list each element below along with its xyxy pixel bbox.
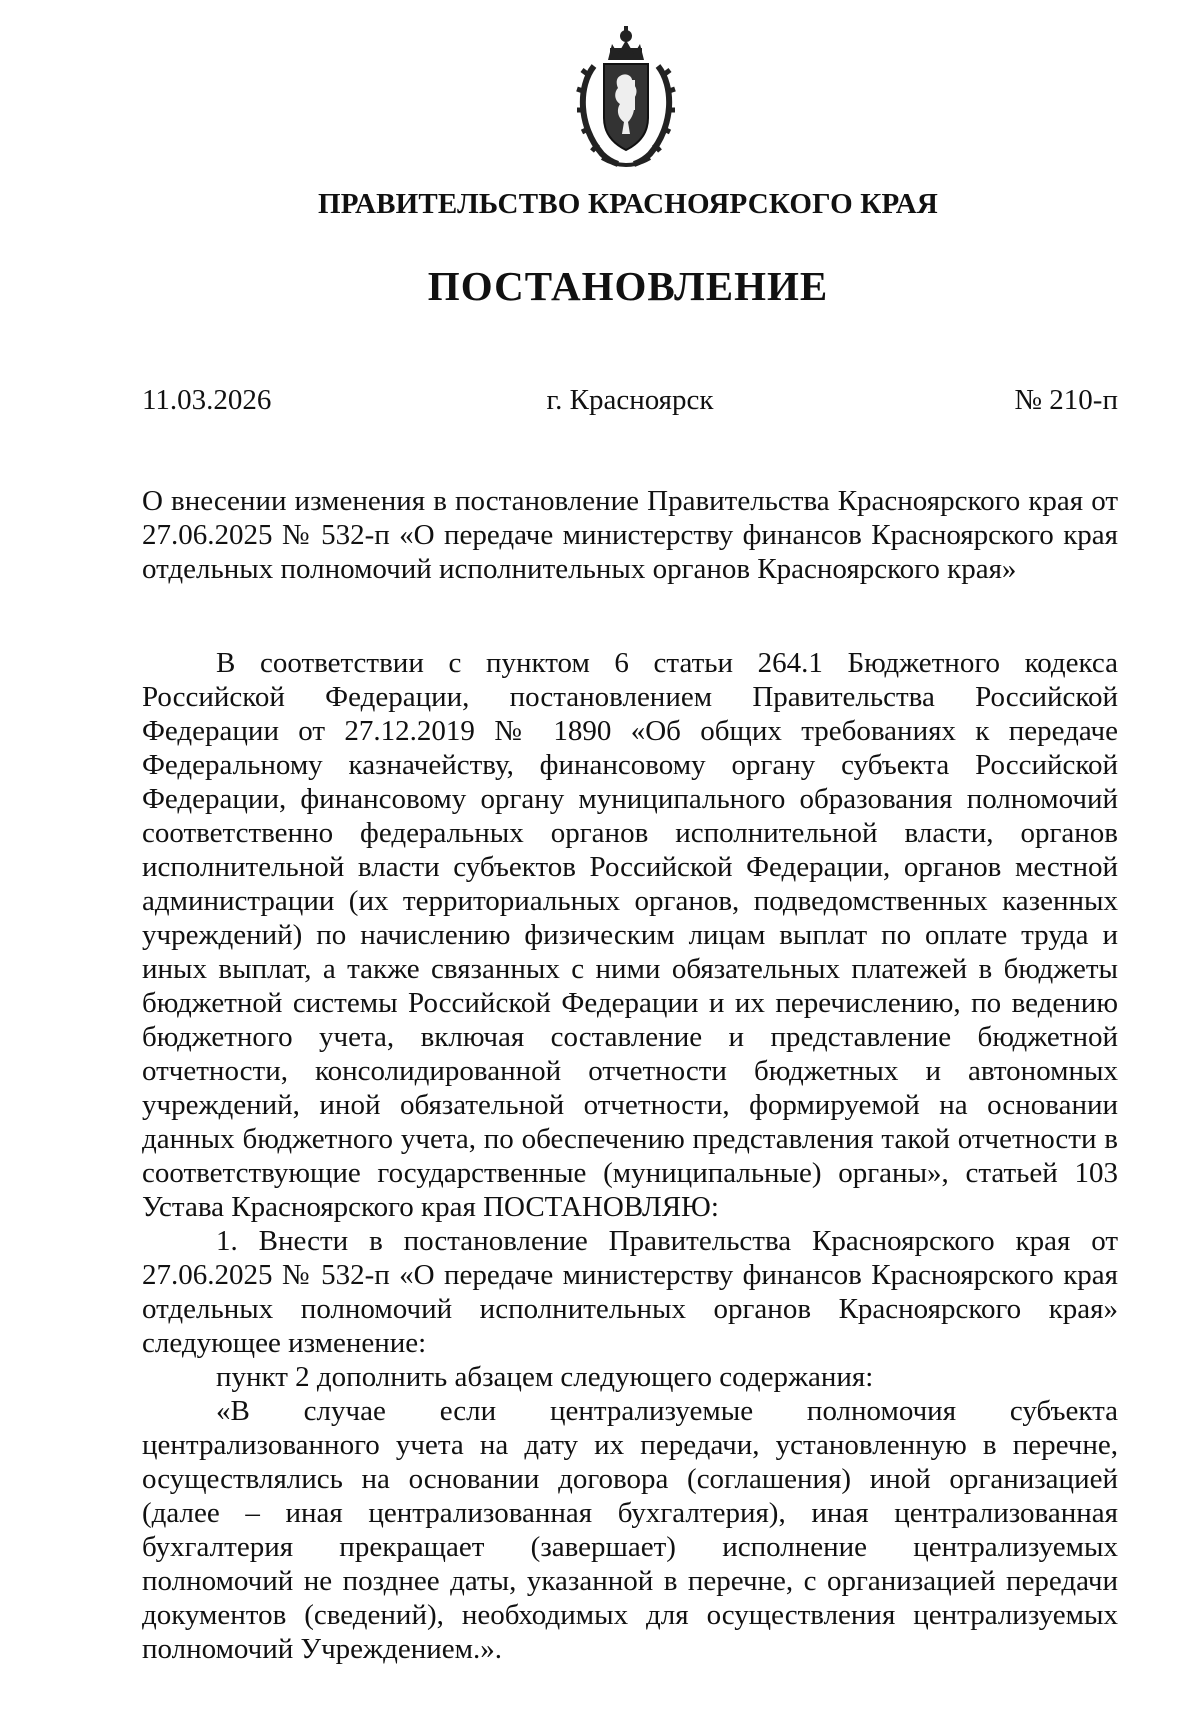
document-city: г. Красноярск — [546, 384, 714, 416]
document-type-title: ПОСТАНОВЛЕНИЕ — [427, 263, 829, 309]
preamble-paragraph: В соответствии с пунктом 6 статьи 264.1 Бюджетного кодекса Российской Федерации, постановлением Правительства Российской Федерации от 27.12.2019 № 1890 «Об общих требованиях к передаче Федеральному казначейству, финансовому органу субъекта Российской Федерации, финансовому органу муниципального образования полномочий соответственно федеральных органов исполнительной власти, органов исполнительной власти субъектов Российской Федерации, органов местной администрации (их территориальных органов, подведомственных казенных учреждений) по начислению физическим лицам выплат по оплате труда и иных выплат, а также связанных с ними обязательных платежей в бюджеты бюджетной системы Российской Федерации и их перечислению, по ведению бюджетного учета, включая составление и представление бюджетной отчетности, консолидированной отчетности бюджетных и автономных учреждений, иной обязательной отчетности, формируемой на основании данных бюджетного учета, по обеспечению представления такой отчетности в соответствующие государственные (муниципальные) органы», статьей 103 Устава Красноярского края ПОСТАНОВЛЯЮ: — [142, 647, 1118, 1223]
item-1-paragraph: 1. Внести в постановление Правительства Красноярского края от 27.06.2025 № 532-п «О передаче министерству финансов Красноярского края отдельных полномочий исполнительных органов Красноярского края» следующее изменение: — [142, 1225, 1118, 1359]
item-1-quote-paragraph: «В случае если централизуемые полномочия субъекта централизованного учета на дату их передачи, установленную в перечне, осуществлялись на основании договора (соглашения) иной организацией (далее – иная централизованная бухгалтерия), иная централизованная бухгалтерия прекращает (завершает) исполнение централизуемых полномочий не позднее даты, указанной в перечне, с организацией передачи документов (сведений), необходимых для осуществления централизуемых полномочий Учреждением.». — [142, 1395, 1118, 1665]
document-date: 11.03.2026 — [142, 384, 272, 416]
document-subject: О внесении изменения в постановление Правительства Красноярского края от 27.06.2025 № 532-п «О передаче министерству финансов Красноярского края отдельных полномочий исполнительных органов Красноярского края» — [142, 485, 1118, 585]
coat-of-arms-icon — [572, 26, 680, 170]
document-body — [142, 646, 1118, 1666]
government-title: ПРАВИТЕЛЬСТВО КРАСНОЯРСКОГО КРАЯ — [317, 188, 939, 220]
document-number: № 210-п — [1014, 384, 1118, 416]
item-1-subparagraph: пункт 2 дополнить абзацем следующего содержания: — [216, 1361, 874, 1393]
document-meta-row — [142, 384, 1118, 424]
